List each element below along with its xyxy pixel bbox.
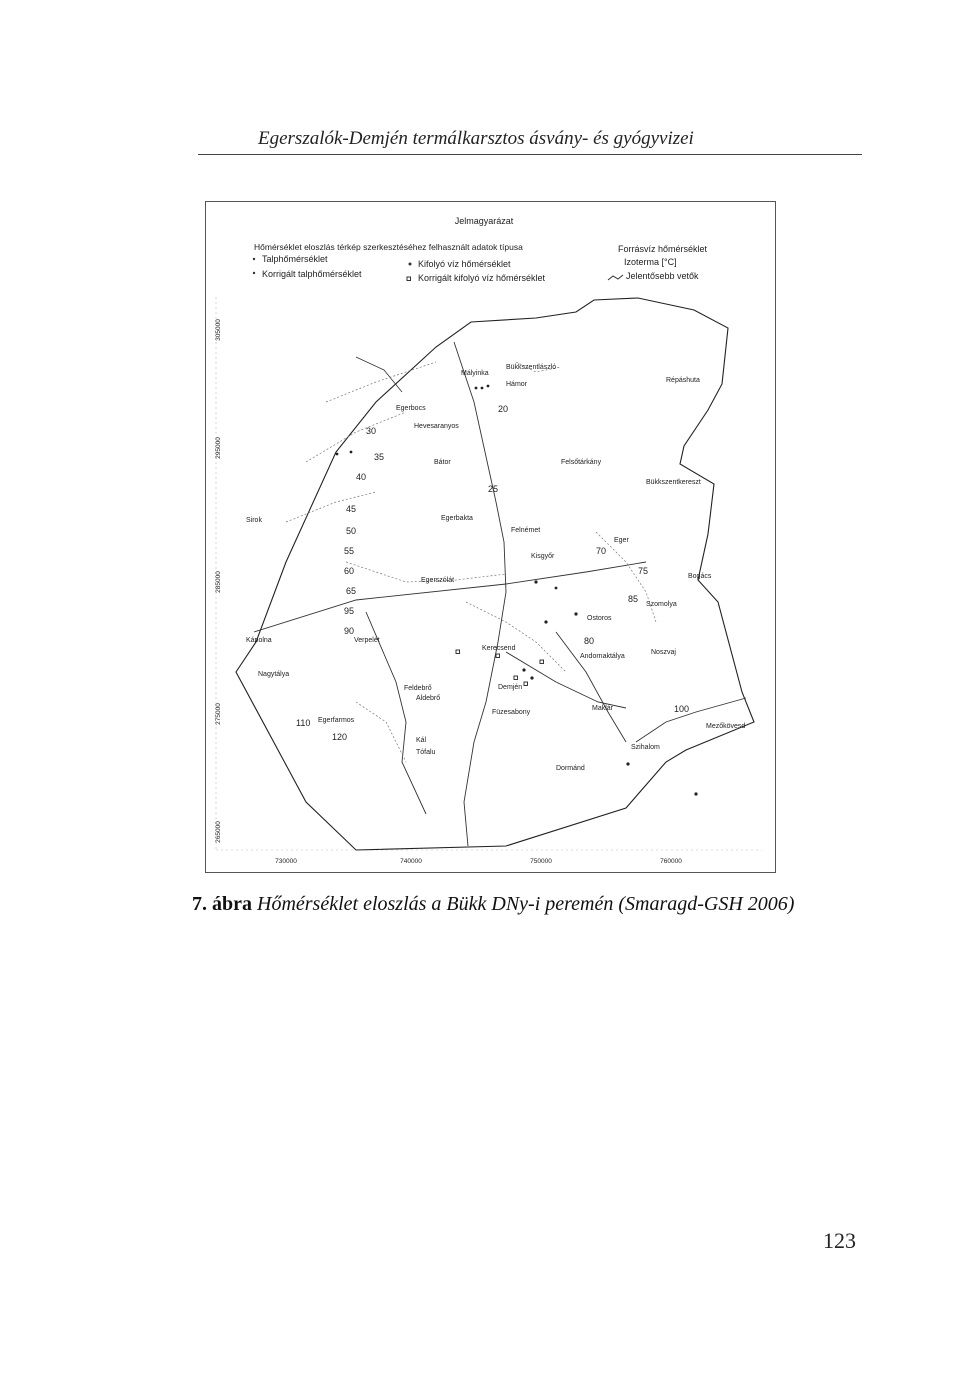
isotherm-line xyxy=(466,602,566,672)
legend-item-corr-outflow: Korrigált kifolyó víz hőmérséklet xyxy=(418,273,546,283)
isotherm-line xyxy=(286,492,376,522)
isotherm-line xyxy=(356,702,406,762)
place-label: Szihalom xyxy=(631,744,660,751)
place-label: Mezőkövesd xyxy=(706,723,746,730)
place-label: Bogács xyxy=(688,573,712,580)
data-points xyxy=(336,385,698,796)
legend-symbol-bottom-temp xyxy=(253,258,255,260)
place-label: Felnémet xyxy=(511,527,541,534)
data-point xyxy=(522,668,525,671)
data-point xyxy=(350,451,353,454)
y-axis-label: 295000 xyxy=(215,437,222,459)
place-label: Kerecsend xyxy=(482,645,516,652)
place-label: Egerbakta xyxy=(441,515,473,522)
place-label: Mályinka xyxy=(461,370,489,377)
y-axis-label: 305000 xyxy=(215,319,222,341)
data-point xyxy=(694,792,697,795)
map-title: Jelmagyarázat xyxy=(454,216,514,226)
place-label: Andornaktálya xyxy=(580,653,625,660)
data-point xyxy=(481,387,484,390)
isotherm-label: 25 xyxy=(488,484,499,494)
data-point xyxy=(530,676,533,679)
data-point-corrected xyxy=(456,650,460,654)
place-label: Ostoros xyxy=(587,615,612,622)
x-axis-label: 750000 xyxy=(530,858,552,865)
place-label: Hevesaranyos xyxy=(414,423,459,430)
data-point-corrected xyxy=(540,660,544,664)
place-label: Verpelét xyxy=(354,637,380,644)
data-point-corrected xyxy=(496,654,500,658)
place-label: Hámor xyxy=(506,381,528,388)
isotherm-label: 110 xyxy=(296,718,311,728)
isotherm-label: 70 xyxy=(596,546,607,556)
isotherm-label: 50 xyxy=(346,526,357,536)
isotherm-label: 85 xyxy=(628,594,639,604)
isotherm-label: 45 xyxy=(346,504,357,514)
y-axis-label: 265000 xyxy=(215,821,222,843)
figure-caption xyxy=(192,893,832,916)
isotherm-label: 90 xyxy=(344,626,355,636)
data-point xyxy=(475,387,478,390)
legend-item-corr-bottom: Korrigált talphőmérséklet xyxy=(262,269,362,279)
data-point xyxy=(487,385,490,388)
place-label: Kál xyxy=(416,737,427,744)
data-point xyxy=(544,620,547,623)
place-label: Bátor xyxy=(434,459,451,466)
isotherm-line xyxy=(326,362,436,402)
header-rule xyxy=(198,154,862,155)
legend-item-spring: Forrásvíz hőmérséklet xyxy=(618,244,708,254)
running-head: Egerszalók-Demjén termálkarsztos ásvány- és gyógyvizei xyxy=(258,128,694,149)
legend-symbol-corr-bottom xyxy=(253,272,255,274)
x-axis-label: 760000 xyxy=(660,858,682,865)
legend-heading: Hőmérséklet eloszlás térkép szerkesztéséhez felhasznált adatok típusa xyxy=(254,242,523,252)
place-label: Egerszólát xyxy=(421,577,455,584)
place-label: Maklár xyxy=(592,705,614,712)
legend-item-faults: Jelentősebb vetők xyxy=(626,271,699,281)
fault-line xyxy=(506,652,626,708)
isotherm-label: 95 xyxy=(344,606,355,616)
place-label: Aldebrő xyxy=(416,695,441,702)
place-label: Eger xyxy=(614,537,629,544)
y-axis-label: 275000 xyxy=(215,703,222,725)
fault-line xyxy=(356,357,402,392)
place-label: Tófalu xyxy=(416,749,436,756)
isotherm-label: 120 xyxy=(332,732,348,742)
data-point xyxy=(555,587,558,590)
place-label: Nagytálya xyxy=(258,671,290,678)
fault-line xyxy=(454,342,509,742)
x-axis-label: 740000 xyxy=(400,858,422,865)
fault-line xyxy=(464,742,474,846)
page-number: 123 xyxy=(823,1228,856,1253)
legend-item-bottom-temp: Talphőmérséklet xyxy=(262,254,328,264)
place-label: Sirok xyxy=(246,517,262,524)
place-label: Dormánd xyxy=(556,765,585,772)
place-label: Kápolna xyxy=(246,637,272,644)
place-label: Egerbocs xyxy=(396,405,426,412)
corrected-points xyxy=(456,650,544,686)
isotherm-label: 55 xyxy=(344,546,355,556)
place-label: Kisgyőr xyxy=(531,553,555,560)
place-label: Bükkszentlászló xyxy=(506,364,557,371)
place-label: Feldebrő xyxy=(404,685,432,692)
isotherm-label: 40 xyxy=(356,472,367,482)
place-label: Répáshuta xyxy=(666,377,700,384)
isotherm-label: 60 xyxy=(344,566,355,576)
place-label: Szomolya xyxy=(646,601,677,608)
legend-symbol-outflow-temp xyxy=(409,263,412,266)
place-label: Demjén xyxy=(498,684,523,691)
legend-symbol-faults xyxy=(608,275,623,280)
isotherm-label: 65 xyxy=(346,586,357,596)
place-label: Felsőtárkány xyxy=(561,459,602,466)
map-figure xyxy=(205,201,776,873)
place-label: Bükkszentkereszt xyxy=(646,479,701,486)
legend-item-isotherm: Izoterma [°C] xyxy=(624,257,677,267)
caption-text: Hőmérséklet eloszlás a Bükk DNy-i peremén (Smaragd-GSH 2006) xyxy=(257,893,795,915)
fault-line xyxy=(636,698,746,742)
isotherm-label: 35 xyxy=(374,452,385,462)
data-point xyxy=(574,612,577,615)
isotherm-label: 80 xyxy=(584,636,595,646)
isotherm-line xyxy=(306,412,406,462)
isotherm-label: 30 xyxy=(366,426,377,436)
data-point-corrected xyxy=(514,676,518,680)
isotherm-label: 20 xyxy=(498,404,509,414)
data-point-corrected xyxy=(524,682,528,686)
place-label: Egerfarmos xyxy=(318,717,355,724)
isotherm-label: 100 xyxy=(674,704,690,714)
place-label: Füzesabony xyxy=(492,709,531,716)
isotherm-label: 75 xyxy=(638,566,649,576)
x-axis-label: 730000 xyxy=(275,858,297,865)
isotherm-map xyxy=(206,202,775,872)
legend-symbol-corr-outflow xyxy=(407,277,411,281)
data-point xyxy=(626,762,629,765)
y-axis-label: 285000 xyxy=(215,571,222,593)
legend-item-outflow-temp: Kifolyó víz hőmérséklet xyxy=(418,259,511,269)
data-point xyxy=(534,580,537,583)
data-point xyxy=(336,453,339,456)
place-label: Noszvaj xyxy=(651,649,676,656)
caption-label: 7. ábra xyxy=(192,893,252,915)
